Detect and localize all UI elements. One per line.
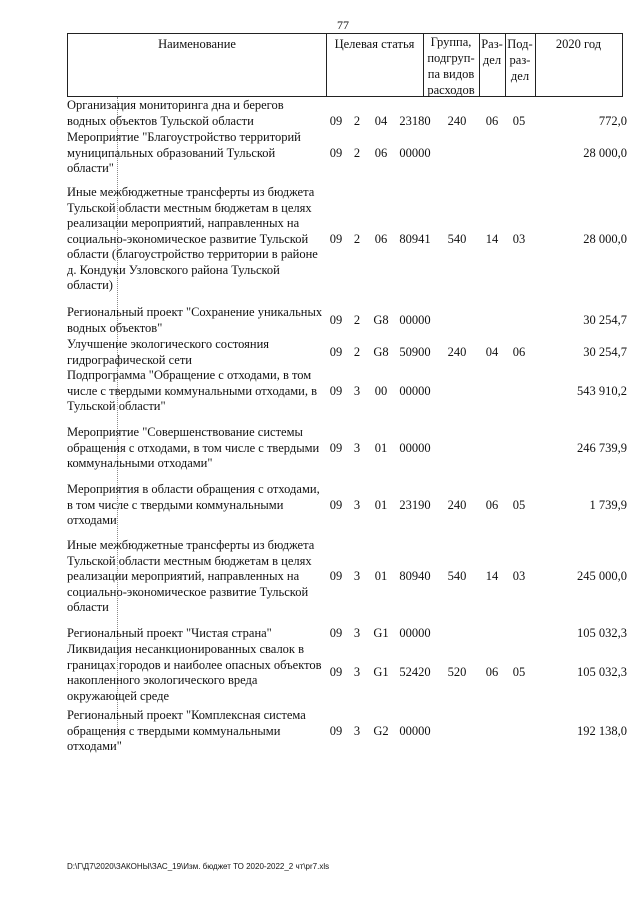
row-group: 240: [447, 344, 467, 359]
file-path-footer: D:\Г\Д7\2020\ЗАКОНЫ\ЗАС_19\Изм. бюджет ТО 2020-2022_2 чт\pr7.xls: [67, 862, 330, 871]
row-subsection: 03: [512, 569, 526, 583]
row-c2: 3: [353, 569, 361, 583]
row-group: 540: [447, 569, 467, 583]
row-amount: 28 000,0: [583, 231, 627, 246]
row-c1: 09: [329, 569, 343, 583]
row-section: 06: [485, 665, 499, 680]
row-section: 06: [485, 113, 499, 128]
row-c4: 80941: [399, 231, 431, 246]
row-c2: 3: [353, 383, 361, 398]
row-amount: 30 254,7: [583, 312, 627, 327]
row-c4: 00000: [399, 723, 431, 738]
row-amount: 105 032,3: [577, 626, 627, 640]
row-c1: 09: [329, 312, 343, 327]
row-subsection: 05: [512, 665, 526, 680]
row-name: Организация мониторинга дна и берегов водных объектов Тульской области: [67, 98, 284, 128]
row-subsection: 05: [512, 497, 526, 512]
row-c3: G8: [373, 344, 389, 359]
row-c1: 09: [329, 113, 343, 128]
row-c2: 3: [353, 723, 361, 738]
row-group: 240: [447, 497, 467, 512]
row-c1: 09: [329, 344, 343, 359]
row-amount: 28 000,0: [583, 145, 627, 160]
row-name: Иные межбюджетные трансферты из бюджета Тульской области местным бюджетам в целях реализации мероприятий, направленных на социально-экономическое развитие Тульской области: [67, 538, 315, 614]
row-c1: 09: [329, 145, 343, 160]
row-c1: 09: [329, 231, 343, 246]
row-c1: 09: [329, 665, 343, 680]
row-amount: 543 910,2: [577, 383, 627, 398]
row-subsection: 06: [512, 344, 526, 359]
row-name: Региональный проект "Сохранение уникальных водных объектов": [67, 305, 323, 335]
row-c3: 06: [374, 231, 388, 246]
row-c2: 2: [353, 344, 361, 359]
row-c3: 06: [374, 145, 388, 160]
row-amount: 772,0: [598, 113, 627, 128]
row-subsection: 03: [512, 231, 526, 246]
row-c2: 3: [353, 665, 361, 680]
row-c4: 00000: [399, 440, 431, 455]
row-c4: 00000: [399, 312, 431, 327]
row-c3: G8: [373, 312, 389, 327]
row-name: Региональный проект "Комплексная система обращения с твердыми коммунальными отходами": [67, 708, 306, 753]
row-c4: 52420: [399, 665, 431, 680]
row-name: Ликвидация несанкционированных свалок в границах городов и наиболее опасных объектов накопленного экологического вреда окружающей среде: [67, 642, 322, 703]
row-c2: 2: [353, 312, 361, 327]
row-c1: 09: [329, 440, 343, 455]
row-amount: 246 739,9: [577, 440, 627, 455]
row-c2: 3: [353, 626, 361, 640]
header-year: 2020 год: [555, 37, 602, 51]
row-name: Иные межбюджетные трансферты из бюджета Тульской области местным бюджетам в целях реализации мероприятий, направленных на социально-экономическое развитие Тульской области (благоустройство территории в районе д. Кондуки Узловского района Тульской области): [67, 185, 318, 292]
row-section: 06: [485, 497, 499, 512]
row-section: 04: [485, 344, 499, 359]
row-c1: 09: [329, 626, 343, 640]
row-name: Мероприятие "Совершенствование системы обращения с отходами, в том числе с твердыми коммунальными отходами": [67, 425, 320, 470]
row-c4: 80940: [399, 569, 431, 583]
row-c1: 09: [329, 723, 343, 738]
row-c1: 09: [329, 497, 343, 512]
row-amount: 1 739,9: [589, 497, 627, 512]
row-c3: G1: [373, 626, 389, 640]
row-c3: 01: [374, 569, 388, 583]
row-c2: 3: [353, 497, 361, 512]
row-name: Мероприятия в области обращения с отходами, в том числе с твердыми коммунальными отходами: [67, 482, 320, 527]
page-number: 77: [337, 18, 349, 32]
row-group: 520: [447, 665, 467, 680]
row-section: 14: [485, 231, 499, 246]
row-name: Улучшение экологического состояния гидрографической сети: [67, 337, 270, 367]
row-c4: 23190: [399, 497, 431, 512]
row-c3: 04: [374, 113, 388, 128]
row-section: 14: [485, 569, 499, 583]
row-c4: 00000: [399, 383, 431, 398]
row-c1: 09: [329, 383, 343, 398]
header-section: Раз- дел: [481, 37, 503, 67]
row-c3: G2: [373, 723, 389, 738]
row-c4: 00000: [399, 145, 431, 160]
row-c3: 01: [374, 440, 388, 455]
header-target: Целевая статья: [334, 37, 415, 51]
row-name: Подпрограмма "Обращение с отходами, в том числе с твердыми коммунальными отходами, в Тульской области": [67, 368, 318, 413]
row-c2: 2: [353, 231, 361, 246]
row-subsection: 05: [512, 113, 526, 128]
row-name: Региональный проект "Чистая страна": [67, 626, 272, 640]
row-amount: 245 000,0: [577, 569, 627, 583]
row-c3: 01: [374, 497, 388, 512]
row-amount: 30 254,7: [583, 344, 627, 359]
row-group: 240: [447, 113, 467, 128]
row-c4: 50900: [399, 344, 431, 359]
row-amount: 105 032,3: [577, 665, 627, 680]
row-c4: 00000: [399, 626, 431, 640]
row-c3: G1: [373, 665, 389, 680]
row-c2: 2: [353, 145, 361, 160]
row-c3: 00: [374, 383, 388, 398]
row-name: Мероприятие "Благоустройство территорий муниципальных образований Тульской области": [67, 130, 301, 175]
row-group: 540: [447, 231, 467, 246]
row-c4: 23180: [399, 113, 431, 128]
table-header: [67, 33, 623, 97]
header-group: Группа, подгруп- па видов расходов: [427, 35, 475, 97]
header-subsection: Под- раз- дел: [507, 37, 533, 83]
header-name: Наименование: [158, 37, 236, 51]
row-c2: 2: [353, 113, 361, 128]
row-amount: 192 138,0: [577, 723, 627, 738]
row-c2: 3: [353, 440, 361, 455]
